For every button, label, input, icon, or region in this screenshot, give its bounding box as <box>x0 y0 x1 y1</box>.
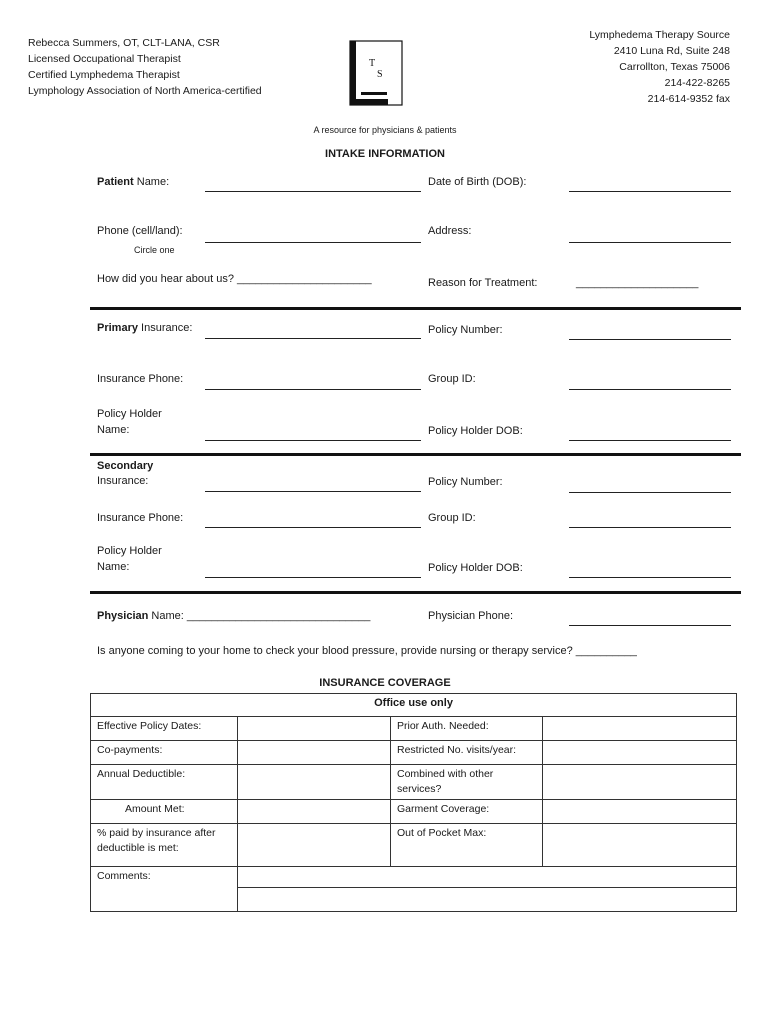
physician-phone-label: Physician Phone: <box>428 610 513 622</box>
secondary-group-id-field[interactable] <box>569 513 731 528</box>
practice-fax: 214-614-9352 fax <box>647 93 730 105</box>
amount-met-label: Amount Met: <box>91 800 238 824</box>
secondary-holder-dob-label: Policy Holder DOB: <box>428 562 523 574</box>
credential-line: Licensed Occupational Therapist <box>28 53 181 65</box>
secondary-holder-name-field[interactable] <box>205 563 421 578</box>
logo-letter-s: S <box>377 69 383 80</box>
section-divider <box>90 453 741 456</box>
primary-group-id-field[interactable] <box>569 375 731 390</box>
coverage-title: INSURANCE COVERAGE <box>319 677 451 689</box>
primary-insurance-field[interactable] <box>205 324 421 339</box>
reason-label: Reason for Treatment: <box>428 277 538 289</box>
dob-field[interactable] <box>569 177 731 192</box>
secondary-holder-label-2: Name: <box>97 561 130 573</box>
copayments-label: Co-payments: <box>91 741 238 765</box>
hear-about-question[interactable]: How did you hear about us? ______________________ <box>97 273 372 285</box>
patient-name-field[interactable] <box>205 177 421 192</box>
credential-line: Certified Lymphedema Therapist <box>28 69 180 81</box>
table-row <box>91 800 737 824</box>
secondary-insurance-heading: Secondary <box>97 460 154 472</box>
primary-holder-label-1: Policy Holder <box>97 408 162 420</box>
secondary-insurance-phone-label: Insurance Phone: <box>97 512 184 524</box>
section-divider <box>90 307 741 310</box>
home-service-question[interactable]: Is anyone coming to your home to check your blood pressure, provide nursing or therapy service? __________ <box>97 645 637 657</box>
phone-label: Phone (cell/land): <box>97 225 183 237</box>
practice-phone: 214-422-8265 <box>664 77 730 89</box>
secondary-insurance-field[interactable] <box>205 477 421 492</box>
secondary-policy-number-field[interactable] <box>569 478 731 493</box>
restricted-visits-cell[interactable] <box>543 741 737 765</box>
comments-cell[interactable] <box>238 867 737 912</box>
circle-one-note: Circle one <box>134 245 175 255</box>
primary-group-id-label: Group ID: <box>428 373 476 385</box>
percent-paid-label: % paid by insurance after deductible is met: <box>91 824 238 867</box>
comments-label: Comments: <box>91 867 238 912</box>
address-field[interactable] <box>569 228 731 243</box>
secondary-policy-number-label: Policy Number: <box>428 476 503 488</box>
copayments-cell[interactable] <box>238 741 391 765</box>
table-row <box>91 741 737 765</box>
physician-name-label[interactable]: Physician Name: ______________________________ <box>97 610 371 622</box>
primary-holder-dob-label: Policy Holder DOB: <box>428 425 523 437</box>
prior-auth-label: Prior Auth. Needed: <box>391 717 543 741</box>
practice-address: 2410 Luna Rd, Suite 248 <box>613 45 730 57</box>
dob-label: Date of Birth (DOB): <box>428 176 527 188</box>
garment-coverage-label: Garment Coverage: <box>391 800 543 824</box>
table-row <box>91 717 737 741</box>
table-row <box>91 867 737 912</box>
therapist-credentials <box>28 35 262 99</box>
secondary-insurance-label: Insurance: <box>97 475 149 487</box>
primary-insurance-label: Primary Insurance: <box>97 322 193 334</box>
secondary-group-id-label: Group ID: <box>428 512 476 524</box>
practice-contact <box>589 27 730 107</box>
secondary-holder-label-1: Policy Holder <box>97 545 162 557</box>
tagline: A resource for physicians & patients <box>313 125 457 135</box>
table-row <box>91 824 737 867</box>
out-of-pocket-label: Out of Pocket Max: <box>391 824 543 867</box>
lts-logo <box>349 40 403 106</box>
primary-holder-label-2: Name: <box>97 424 130 436</box>
out-of-pocket-cell[interactable] <box>543 824 737 867</box>
comments-line-divider <box>238 867 736 888</box>
combined-services-label: Combined with other services? <box>391 765 543 800</box>
primary-policy-number-label: Policy Number: <box>428 324 503 336</box>
table-row <box>91 765 737 800</box>
primary-insurance-phone-field[interactable] <box>205 375 421 390</box>
section-divider <box>90 591 741 594</box>
reason-field[interactable]: ____________________ <box>576 277 699 289</box>
amount-met-cell[interactable] <box>238 800 391 824</box>
credential-line: Lymphology Association of North America-certified <box>28 85 262 97</box>
primary-holder-name-field[interactable] <box>205 426 421 441</box>
combined-services-cell[interactable] <box>543 765 737 800</box>
percent-paid-cell[interactable] <box>238 824 391 867</box>
secondary-insurance-phone-field[interactable] <box>205 513 421 528</box>
patient-name-label: Patient Name: <box>97 176 170 188</box>
phone-field[interactable] <box>205 228 421 243</box>
table-row <box>91 694 737 717</box>
insurance-coverage-table <box>90 693 737 912</box>
physician-phone-field[interactable] <box>569 611 731 626</box>
primary-insurance-phone-label: Insurance Phone: <box>97 373 184 385</box>
garment-coverage-cell[interactable] <box>543 800 737 824</box>
restricted-visits-label: Restricted No. visits/year: <box>391 741 543 765</box>
annual-deductible-cell[interactable] <box>238 765 391 800</box>
intake-title: INTAKE INFORMATION <box>325 148 445 160</box>
prior-auth-cell[interactable] <box>543 717 737 741</box>
effective-dates-cell[interactable] <box>238 717 391 741</box>
address-label: Address: <box>428 225 472 237</box>
therapist-name: Rebecca Summers, OT, CLT-LANA, CSR <box>28 37 220 49</box>
primary-holder-dob-field[interactable] <box>569 426 731 441</box>
practice-name: Lymphedema Therapy Source <box>589 29 730 41</box>
practice-city: Carrollton, Texas 75006 <box>619 61 730 73</box>
logo-letter-t: T <box>369 58 376 69</box>
primary-policy-number-field[interactable] <box>569 325 731 340</box>
secondary-holder-dob-field[interactable] <box>569 563 731 578</box>
office-use-header: Office use only <box>91 694 737 717</box>
annual-deductible-label: Annual Deductible: <box>91 765 238 800</box>
effective-dates-label: Effective Policy Dates: <box>91 717 238 741</box>
